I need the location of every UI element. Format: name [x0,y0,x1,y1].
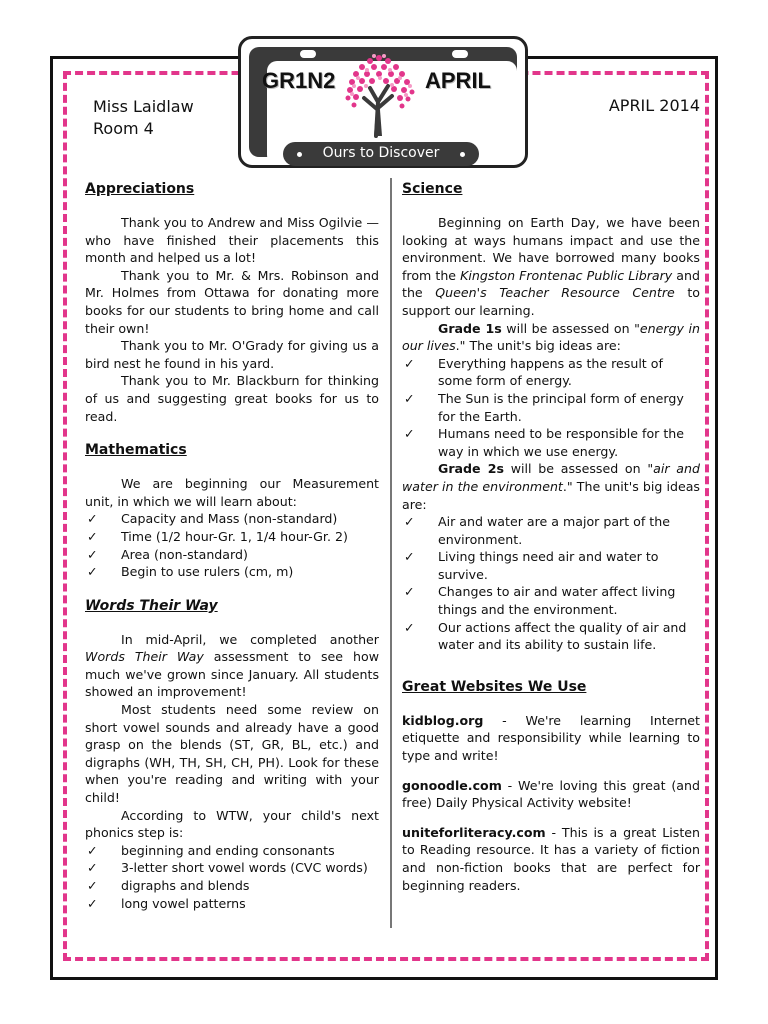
check-icon: ✓ [404,619,415,635]
list-item: ✓ Humans need to be responsible for the way in which we use energy. [404,426,685,459]
check-icon: ✓ [87,564,98,580]
room-number: Room 4 [93,119,154,138]
teacher-block [93,96,194,140]
check-icon: ✓ [87,895,98,911]
check-icon: ✓ [87,528,98,544]
plate-month: APRIL [425,68,491,93]
left-column [85,180,379,912]
column-divider [390,178,392,928]
dot-icon [460,152,465,157]
plate-bolt-icon [300,50,316,58]
newsletter-date: APRIL 2014 [608,96,700,115]
websites-heading: Great Websites We Use [402,678,587,695]
mathematics-heading: Mathematics [85,442,187,459]
list-item: ✓ Capacity and Mass (non-standard) [87,511,338,527]
check-icon: ✓ [404,390,415,406]
list-item: ✓ Air and water are a major part of the environment. [404,514,670,547]
right-column [402,180,700,894]
list-item: ✓ Area (non-standard) [87,546,248,562]
appreciation-paragraph: Thank you to Andrew and Miss Ogilvie — who have finished their placements this month and helped us a lot! [85,215,379,266]
check-icon: ✓ [87,860,98,876]
check-icon: ✓ [404,355,415,371]
list-item: ✓ Our actions affect the quality of air and water and its ability to sustain life. [404,619,687,653]
check-icon: ✓ [87,878,98,893]
list-item: ✓ digraphs and blends [87,878,250,893]
class-name: GR1N2 [262,68,336,93]
grade1-list [402,355,700,461]
wtw-paragraph: In mid-April, we completed another Words Their Way assessment to see how much we've grown since January. All students showed an improvement! [85,631,379,700]
list-item: ✓ long vowel patterns [87,895,246,911]
teacher-name: Miss Laidlaw [93,97,194,116]
wtw-paragraph: Most students need some review on short vowel sounds and already have a good grasp on the blends (ST, GR, BL, etc.) and digraphs (WH, TH, SH, CH, PH). Look for these when you're reading and writing with your child! [85,702,379,806]
check-icon: ✓ [404,514,415,530]
appreciation-paragraph: Thank you to Mr. O'Grady for giving us a bird nest he found in his yard. [85,338,379,371]
list-item: ✓ beginning and ending consonants [87,842,335,858]
grade2-paragraph: Grade 2s will be assessed on "air and water in the environment." The unit's big ideas are: [402,461,700,512]
website-link[interactable]: uniteforliteracy.com [402,824,546,840]
grade2-list [402,513,700,654]
website-link[interactable]: gonoodle.com [402,777,502,793]
list-item: ✓ Time (1/2 hour-Gr. 1, 1/4 hour-Gr. 2) [87,528,348,544]
slogan-text: Ours to Discover [322,145,440,161]
plate-bolt-icon [452,50,468,58]
list-item: ✓ 3-letter short vowel words (CVC words) [87,860,368,876]
math-intro: We are beginning our Measurement unit, in which we will learn about: [85,476,379,509]
science-paragraph: Beginning on Earth Day, we have been looking at ways humans impact and use the environment. We have borrowed many books from the Kingston Frontenac Public Library and the Queen's Teacher Resource Centre to support our learning. [402,215,701,318]
list-item: ✓ Begin to use rulers (cm, m) [87,564,294,580]
grade1-paragraph: Grade 1s will be assessed on "energy in our lives." The unit's big ideas are: [402,320,700,354]
list-item: ✓ Everything happens as the result of some form of energy. [404,355,663,389]
appreciations-heading: Appreciations [85,181,195,197]
check-icon: ✓ [87,546,98,562]
check-icon: ✓ [404,426,415,442]
phonics-list [85,842,379,912]
check-icon: ✓ [404,549,415,565]
website-entry: uniteforliteracy.com - This is a great Listen to Reading resource. It has a variety of fiction and non-fiction books that are perfect for beginning readers. [402,824,700,893]
check-icon: ✓ [87,842,98,858]
pink-tree-icon [334,50,424,138]
check-icon: ✓ [87,511,98,527]
check-icon: ✓ [404,584,415,600]
appreciation-paragraph: Thank you to Mr. & Mrs. Robinson and Mr. Holmes from Ottawa for donating more books for our students to bring home and call their own! [85,267,379,336]
wtw-paragraph: According to WTW, your child's next phonics step is: [85,807,379,841]
list-item: ✓ The Sun is the principal form of energy for the Earth. [404,390,684,424]
website-link[interactable]: kidblog.org [402,712,484,728]
appreciation-paragraph: Thank you to Mr. Blackburn for thinking of us and suggesting great books for us to read. [85,373,379,424]
website-entry: kidblog.org - We're learning Internet etiquette and responsibility while learning to type and write! [402,712,700,764]
website-entry: gonoodle.com - We're loving this great (and free) Daily Physical Activity website! [402,777,700,811]
list-item: ✓ Changes to air and water affect living things and the environment. [404,584,676,618]
slogan-banner [283,142,479,166]
math-list [85,510,379,580]
words-their-way-heading: Words Their Way [85,597,218,614]
science-heading: Science [402,181,463,197]
list-item: ✓ Living things need air and water to survive. [404,549,659,582]
